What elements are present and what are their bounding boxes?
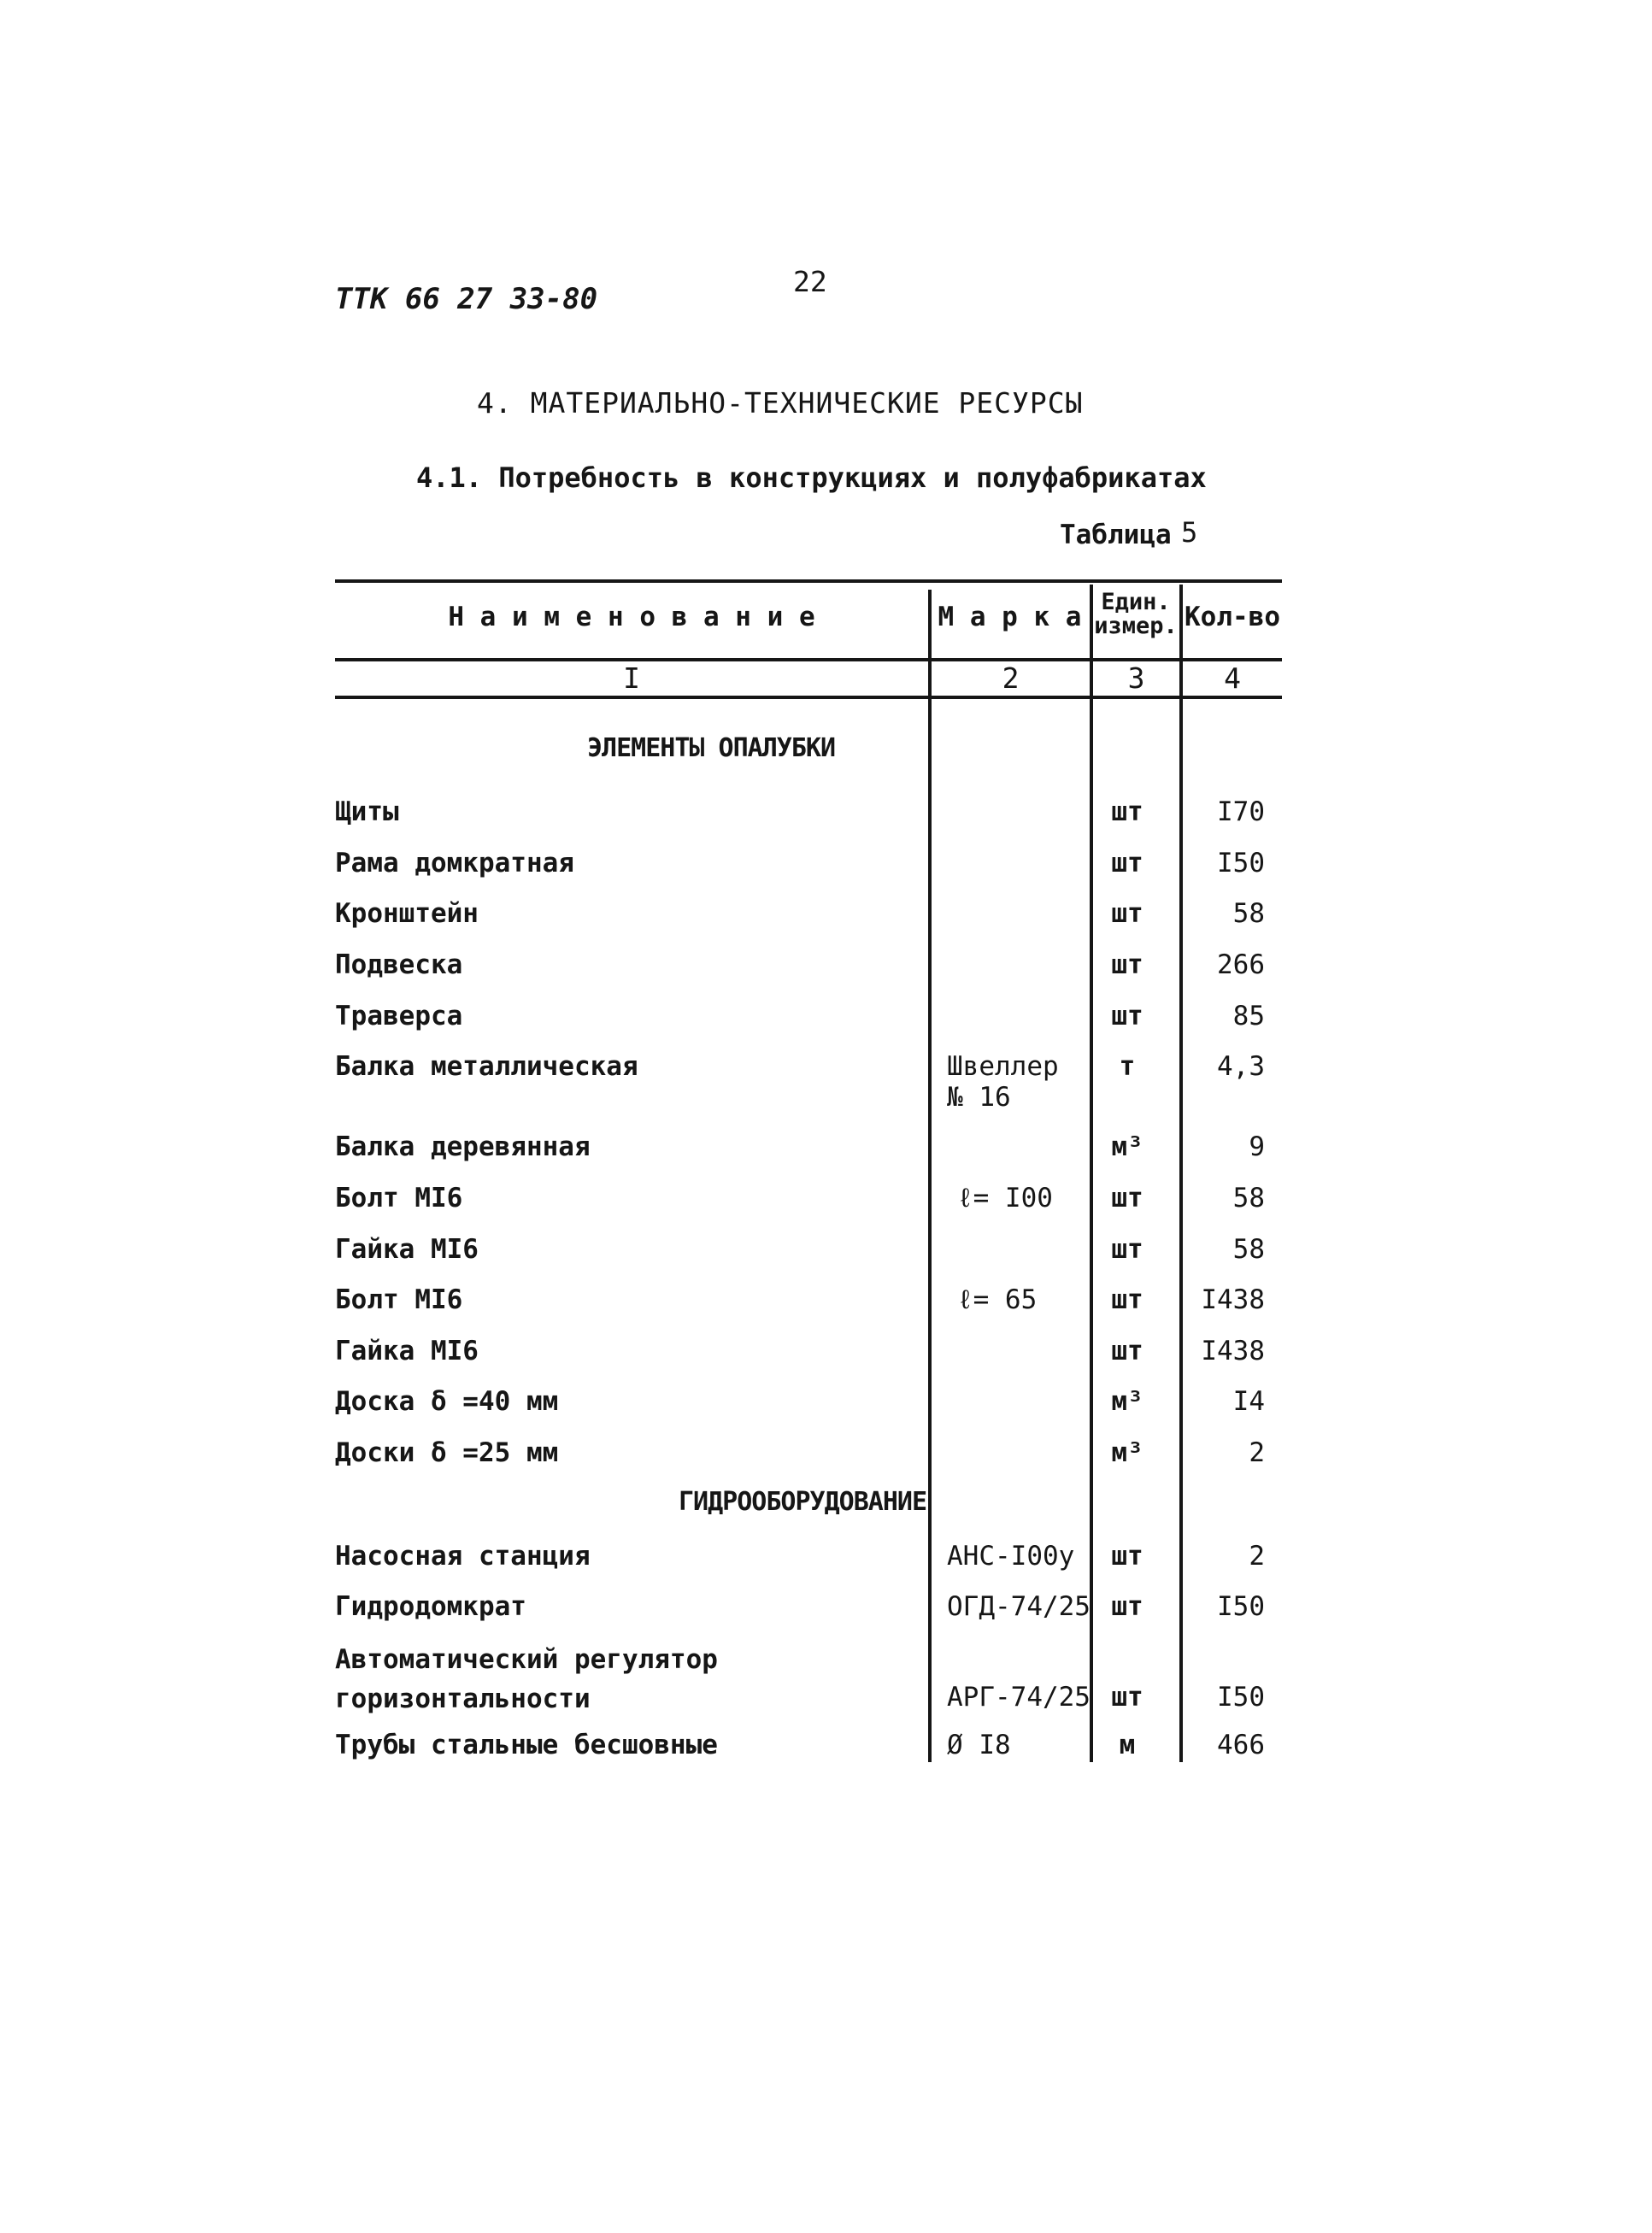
column-header-unit-line1: Един. xyxy=(1101,589,1171,615)
row-name: Кронштейн xyxy=(335,898,479,929)
table-row xyxy=(0,1183,1652,1217)
row-qty: I438 xyxy=(1201,1284,1265,1315)
row-name: Автоматический регулятор xyxy=(335,1644,718,1675)
row-qty: I438 xyxy=(1201,1336,1265,1366)
row-qty: 85 xyxy=(1232,1001,1265,1031)
row-name: Доски δ =25 мм xyxy=(335,1437,559,1468)
row-unit: шт xyxy=(1111,949,1143,980)
row-unit: шт xyxy=(1111,1541,1143,1572)
row-unit: шт xyxy=(1111,1591,1143,1622)
row-qty: 2 xyxy=(1249,1541,1265,1572)
row-unit: шт xyxy=(1111,848,1143,879)
row-qty: I50 xyxy=(1217,1591,1265,1622)
row-unit: м³ xyxy=(1111,1386,1143,1417)
row-name: Балка металлическая xyxy=(335,1051,638,1082)
column-header-qty: Кол-во xyxy=(1185,602,1280,632)
table-row xyxy=(0,1591,1652,1625)
page-number: 22 xyxy=(793,265,827,298)
row-qty: 266 xyxy=(1217,949,1265,980)
column-divider-mark xyxy=(928,590,932,1762)
column-number-1: I xyxy=(623,661,640,695)
table-top-rule xyxy=(335,579,1282,583)
row-unit: м xyxy=(1119,1730,1136,1760)
row-unit: м³ xyxy=(1111,1131,1143,1162)
table-row xyxy=(0,949,1652,984)
row-name: Гайка МI6 xyxy=(335,1336,479,1366)
row-unit: шт xyxy=(1111,1336,1143,1366)
row-unit: м³ xyxy=(1111,1437,1143,1468)
row-unit: шт xyxy=(1111,1284,1143,1315)
row-name: Подвеска xyxy=(335,949,463,980)
row-mark: ℓ= 65 xyxy=(957,1284,1038,1315)
table-row xyxy=(0,1234,1652,1268)
column-number-3: 3 xyxy=(1127,661,1145,695)
table-row xyxy=(0,898,1652,932)
table-row xyxy=(0,1541,1652,1575)
row-mark: ℓ= I00 xyxy=(957,1183,1053,1213)
group-title-hydraulics: ГИДРООБОРУДОВАНИЕ xyxy=(678,1487,926,1517)
row-qty: I70 xyxy=(1217,796,1265,827)
row-name: Рама домкратная xyxy=(335,848,574,879)
row-qty: 58 xyxy=(1232,898,1265,929)
row-unit: шт xyxy=(1111,1234,1143,1265)
table-row xyxy=(0,1051,1652,1113)
table-row xyxy=(0,1284,1652,1319)
row-qty: 2 xyxy=(1249,1437,1265,1468)
row-qty: 466 xyxy=(1217,1730,1265,1760)
group-title-formwork: ЭЛЕМЕНТЫ ОПАЛУБКИ xyxy=(586,733,836,763)
row-mark: Ø I8 xyxy=(947,1730,1011,1760)
row-mark-line2: № 16 xyxy=(947,1082,1011,1113)
column-number-4: 4 xyxy=(1224,661,1241,695)
column-divider-qty xyxy=(1179,585,1183,1762)
row-mark: ОГД-74/25 xyxy=(947,1591,1091,1622)
row-unit: шт xyxy=(1111,1682,1143,1713)
column-divider-unit xyxy=(1090,585,1093,1762)
row-mark: АРГ-74/25 xyxy=(947,1682,1091,1713)
row-qty: I50 xyxy=(1217,1682,1265,1713)
table-row xyxy=(0,1336,1652,1370)
row-qty: I4 xyxy=(1232,1386,1265,1417)
table-row xyxy=(0,1437,1652,1472)
table-row xyxy=(0,1730,1652,1764)
column-header-mark: М а р к а xyxy=(938,602,1082,632)
table-number: 5 xyxy=(1181,516,1198,549)
table-row xyxy=(0,1386,1652,1420)
row-name: Гайка МI6 xyxy=(335,1234,479,1265)
row-qty: I50 xyxy=(1217,848,1265,879)
row-mark: АНС-I00у xyxy=(947,1541,1075,1572)
row-qty: 9 xyxy=(1249,1131,1265,1162)
table-row xyxy=(0,848,1652,882)
document-code: ТТК 66 27 33-80 xyxy=(335,282,598,316)
row-name: Болт МI6 xyxy=(335,1183,463,1213)
row-mark: Швеллер xyxy=(947,1051,1059,1082)
row-unit: т xyxy=(1119,1051,1136,1082)
table-row xyxy=(0,796,1652,831)
row-name: Болт МI6 xyxy=(335,1284,463,1315)
row-unit: шт xyxy=(1111,796,1143,827)
section-title: 4. МАТЕРИАЛЬНО-ТЕХНИЧЕСКИЕ РЕСУРСЫ xyxy=(477,386,1084,420)
row-name: Насосная станция xyxy=(335,1541,591,1572)
table-row xyxy=(0,1001,1652,1035)
row-name: Балка деревянная xyxy=(335,1131,591,1162)
row-name: Траверса xyxy=(335,1001,463,1031)
row-unit: шт xyxy=(1111,1183,1143,1213)
row-unit: шт xyxy=(1111,1001,1143,1031)
column-numbers-rule xyxy=(335,696,1282,699)
table-label: Таблица xyxy=(1060,520,1172,550)
table-row xyxy=(0,1131,1652,1166)
row-qty: 58 xyxy=(1232,1183,1265,1213)
row-name-line2: горизонтальности xyxy=(335,1684,591,1714)
row-name: Трубы стальные бесшовные xyxy=(335,1730,718,1760)
column-header-name: Н а и м е н о в а н и е xyxy=(448,602,815,632)
row-unit: шт xyxy=(1111,898,1143,929)
row-name: Гидродомкрат xyxy=(335,1591,526,1622)
row-qty: 58 xyxy=(1232,1234,1265,1265)
table-row xyxy=(0,1641,1652,1718)
subsection-title: 4.1. Потребность в конструкциях и полуфабрикатах xyxy=(416,461,1207,494)
row-name: Щиты xyxy=(335,796,399,827)
row-name: Доска δ =40 мм xyxy=(335,1386,559,1417)
row-qty: 4,3 xyxy=(1217,1051,1265,1082)
column-number-2: 2 xyxy=(1002,661,1020,695)
column-header-unit-line2: измер. xyxy=(1094,613,1178,639)
